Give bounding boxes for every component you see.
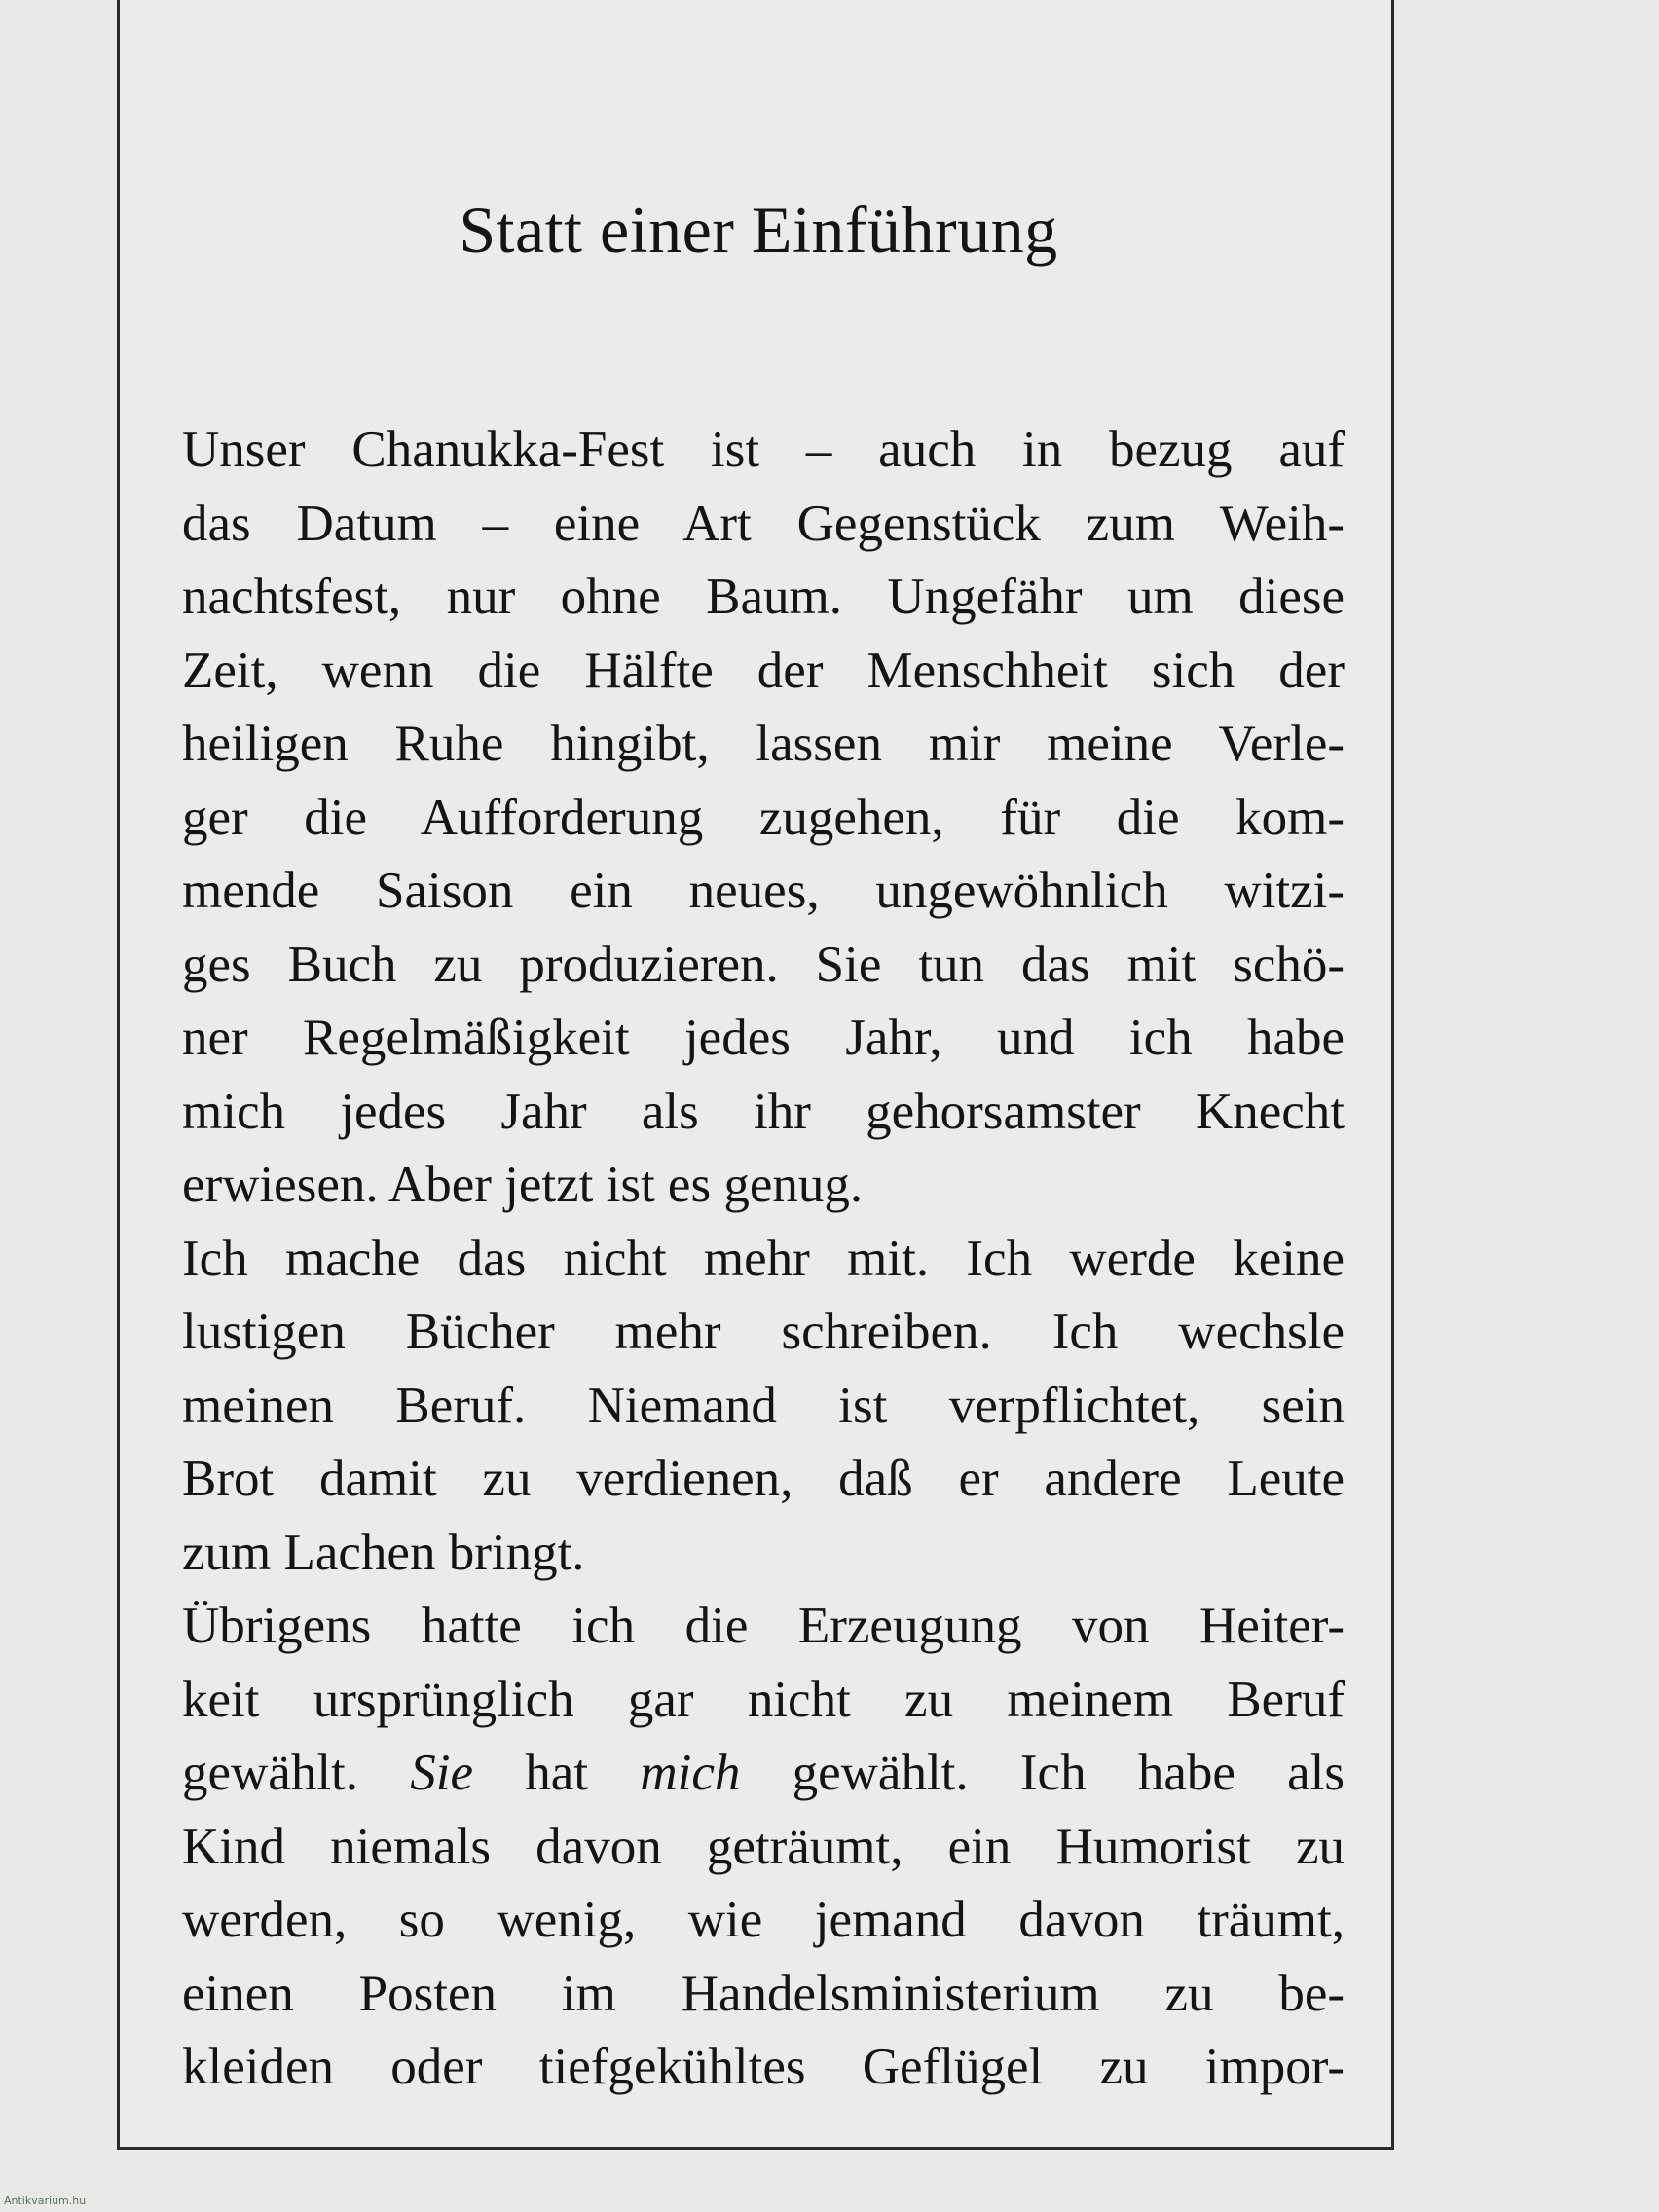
book-page	[117, 0, 1394, 2150]
text-line: Unser Chanukka-Fest ist – auch in bezug auf	[182, 422, 1345, 478]
text-segment: gewählt.	[182, 1745, 411, 1801]
text-line: Brot damit zu verdienen, daß er andere Leute	[182, 1451, 1345, 1507]
text-line: Zeit, wenn die Hälfte der Menschheit sich der	[182, 642, 1345, 699]
body-text	[182, 414, 1345, 2105]
text-line: Übrigens hatte ich die Erzeugung von Heiter-	[182, 1598, 1345, 1654]
text-line: meinen Beruf. Niemand ist verpflichtet, sein	[182, 1377, 1345, 1434]
text-line: heiligen Ruhe hingibt, lassen mir meine Verle-	[182, 716, 1345, 772]
text-line: mich jedes Jahr als ihr gehorsamster Knecht	[182, 1083, 1345, 1140]
text-line-with-emphasis	[182, 1737, 1345, 1811]
emphasis-mich: mich	[640, 1745, 741, 1801]
chapter-title: Statt einer Einführung	[459, 193, 1058, 267]
text-line: keit ursprünglich gar nicht zu meinem Beruf	[182, 1671, 1345, 1728]
text-line: kleiden oder tiefgekühltes Geflügel zu impor-	[182, 2039, 1345, 2095]
text-segment: gewählt. Ich habe als	[740, 1745, 1346, 1801]
text-line: ges Buch zu produzieren. Sie tun das mit schö-	[182, 936, 1345, 993]
emphasis-sie: Sie	[410, 1745, 474, 1801]
text-segment: hat	[473, 1745, 641, 1801]
text-line: lustigen Bücher mehr schreiben. Ich wechsle	[182, 1304, 1345, 1360]
text-line: Ich mache das nicht mehr mit. Ich werde keine	[182, 1230, 1345, 1287]
text-line: das Datum – eine Art Gegenstück zum Weih-	[182, 495, 1345, 552]
text-line: zum Lachen bringt.	[182, 1524, 585, 1581]
text-line: einen Posten im Handelsministerium zu be-	[182, 1965, 1345, 2022]
text-line: werden, so wenig, wie jemand davon träumt,	[182, 1892, 1345, 1948]
text-line: erwiesen. Aber jetzt ist es genug.	[182, 1157, 864, 1213]
text-line: nachtsfest, nur ohne Baum. Ungefähr um diese	[182, 569, 1345, 625]
text-line: ger die Aufforderung zugehen, für die kom-	[182, 789, 1345, 846]
text-line: Kind niemals davon geträumt, ein Humorist zu	[182, 1818, 1345, 1875]
text-line: ner Regelmäßigkeit jedes Jahr, und ich habe	[182, 1010, 1345, 1066]
watermark-text: Antikvarium.hu	[4, 2194, 87, 2207]
text-line: mende Saison ein neues, ungewöhnlich witzi-	[182, 863, 1345, 919]
